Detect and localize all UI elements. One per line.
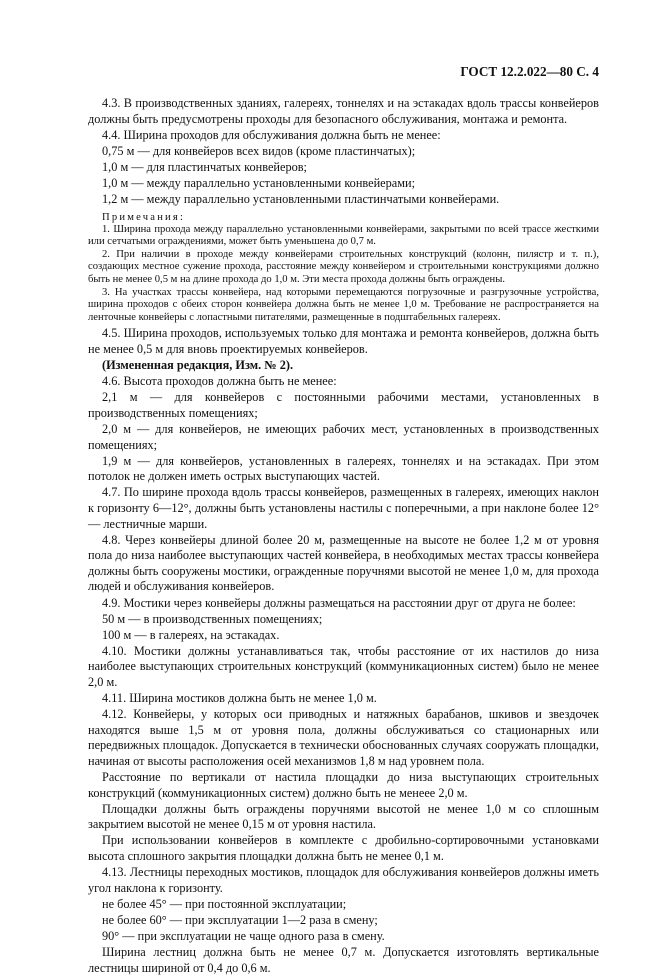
paragraph: Расстояние по вертикали от настила площадки до низа выступающих строительных конструкций (коммуникационных систем) должно быть не менеее 2,0 м.	[88, 770, 599, 800]
paragraph: При использовании конвейеров в комплекте с дробильно-сортировочными установками высота сплошного закрытия площадки должна быть не менее 0,1 м.	[88, 833, 599, 863]
paragraph: 4.3. В производственных зданиях, галереях, тоннелях и на эстакадах вдоль трассы конвейеров должны быть предусмотрены проходы для безопасного обслуживания, монтажа и ремонта.	[88, 96, 599, 126]
paragraph: 100 м — в галереях, на эстакадах.	[102, 627, 280, 642]
paragraph: 4.10. Мостики должны устанавливаться так, чтобы расстояние от их настилов до низа наиболее выступающих строительных конструкций (коммуникационных систем) было не менее 2,0 м.	[88, 643, 599, 689]
paragraph: 4.6. Высота проходов должна быть не менее:	[102, 374, 337, 389]
paragraph: 4.7. По ширине прохода вдоль трассы конвейеров, размещенных в галереях, имеющих наклон к горизонту 6—12°, должны быть установлены настилы с поперечными, а при наклоне более 12° — лестничные марши.	[88, 485, 599, 531]
amendment-note: (Измененная редакция, Изм. № 2).	[102, 358, 294, 373]
paragraph: 2,1 м — для конвейеров с постоянными рабочими местами, установленных в производственных помещениях;	[88, 390, 599, 420]
note-item: 1. Ширина прохода между параллельно установленными конвейерами, закрытыми по всей трассе жесткими или сетчатыми ограждениями, может быть уменьшена до 0,7 м.	[88, 223, 599, 248]
paragraph: Площадки должны быть ограждены поручнями высотой не менее 1,0 м со сплошным закрытием высотой не менее 0,15 м от уровня настила.	[88, 801, 599, 832]
note-item: 3. На участках трассы конвейера, над которыми перемещаются погрузочные и разгрузочные устройства, ширина проходов с обеих сторон конвейера должна быть не менее 1,0 м. Требование не распространяется на ленточные конвейеры с лопастными питателями, размещенные в подштабельных галереях.	[88, 286, 599, 323]
note-item: 2. При наличии в проходе между конвейерами строительных конструкций (колонн, пилястр и т. п.), создающих местное сужение прохода, расстояние между конвейером и строительными конструкциями должно быть не менее 0,5 м на длине прохода до 1,0 м. Эти места прохода должны быть ограждены.	[88, 248, 599, 286]
notes-heading: Примечания:	[102, 211, 186, 223]
paragraph: не более 45° — при постоянной эксплуатации;	[102, 896, 347, 911]
paragraph: 4.13. Лестницы переходных мостиков, площадок для обслуживания конвейеров должны иметь угол наклона к горизонту.	[88, 865, 599, 895]
paragraph: 4.12. Конвейеры, у которых оси приводных и натяжных барабанов, шкивов и звездочек находятся выше 1,5 м от уровня пола, должны обслуживаться со стационарных или передвижных площадок. Допускается в технически обоснованных случаях сооружать площадки, начиная от высоты расположения осей механизмов 1,8 м над уровнем пола.	[88, 707, 599, 768]
paragraph: Ширина лестниц должна быть не менее 0,7 м. Допускается изготовлять вертикальные лестницы шириной от 0,4 до 0,6 м.	[88, 945, 599, 975]
paragraph: 50 м — в производственных помещениях;	[102, 611, 323, 626]
paragraph: 1,0 м — между параллельно установленными конвейерами;	[102, 175, 416, 190]
paragraph: 2,0 м — для конвейеров, не имеющих рабочих мест, установленных в производственных помещениях;	[88, 421, 599, 452]
paragraph: 90° — при эксплуатации не чаще одного раза в смену.	[102, 928, 385, 943]
paragraph: 1,9 м — для конвейеров, установленных в галереях, тоннелях и на эстакадах. При этом потолок не должен иметь острых выступающих частей.	[88, 453, 599, 484]
paragraph: 1,0 м — для пластинчатых конвейеров;	[102, 159, 307, 174]
page-header-title: ГОСТ 12.2.022—80 С. 4	[460, 64, 599, 79]
paragraph: 1,2 м — между параллельно установленными пластинчатыми конвейерами.	[102, 192, 500, 207]
document-body	[88, 96, 599, 977]
paragraph: 0,75 м — для конвейеров всех видов (кроме пластинчатых);	[102, 143, 416, 158]
paragraph: 4.5. Ширина проходов, используемых только для монтажа и ремонта конвейеров, должна быть не менее 0,5 м для вновь проектируемых конвейеров.	[88, 326, 599, 356]
paragraph: 4.9. Мостики через конвейеры должны размещаться на расстоянии друг от друга не более:	[102, 595, 576, 610]
paragraph: 4.11. Ширина мостиков должна быть не менее 1,0 м.	[102, 691, 377, 706]
paragraph: 4.8. Через конвейеры длиной более 20 м, размещенные на высоте не более 1,2 м от уровня пола до низа наиболее выступающих частей конвейера, в необходимых местах трассы конвейера должны быть сооружены мостики, огражденные поручнями высотой не менее 1,0 м, для прохода людей и обслуживания конвейеров.	[88, 532, 599, 594]
paragraph: 4.4. Ширина проходов для обслуживания должна быть не менее:	[102, 127, 441, 142]
paragraph: не более 60° — при эксплуатации 1—2 раза в смену;	[102, 912, 378, 927]
